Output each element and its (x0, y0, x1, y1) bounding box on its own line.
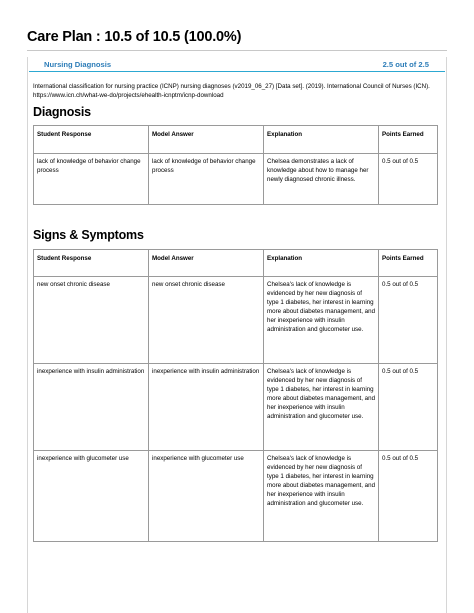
points-cell: 0.5 out of 0.5 (379, 451, 438, 542)
column-header-student-response: Student Response (34, 126, 149, 154)
student-response-cell: new onset chronic disease (34, 277, 149, 364)
table-row (34, 451, 438, 542)
column-header-points-earned: Points Earned (379, 250, 438, 277)
diagnosis-heading: Diagnosis (33, 105, 91, 119)
column-header-explanation: Explanation (264, 126, 379, 154)
column-header-model-answer: Model Answer (149, 250, 264, 277)
table-header-row (34, 250, 438, 277)
table-header-row (34, 126, 438, 154)
table-row (34, 154, 438, 205)
student-response-cell: inexperience with insulin administration (34, 364, 149, 451)
points-cell: 0.5 out of 0.5 (379, 154, 438, 205)
icnp-citation: International classification for nursing practice (ICNP) nursing diagnoses (v2019_06_27) [Data set]. (2019). International Council of Nurses (ICN). https://www.icn.ch/what-we-do/projects/ehealth-icnptm/icnp-download (33, 83, 430, 99)
table-row (34, 364, 438, 451)
column-header-explanation: Explanation (264, 250, 379, 277)
section-score: 2.5 out of 2.5 (382, 60, 429, 69)
section-header-bar[interactable] (29, 58, 445, 72)
model-answer-cell: inexperience with glucometer use (149, 451, 264, 542)
table-row (34, 277, 438, 364)
column-header-model-answer: Model Answer (149, 126, 264, 154)
title-divider (27, 50, 447, 51)
signs-symptoms-table (33, 249, 438, 542)
column-header-points-earned: Points Earned (379, 126, 438, 154)
model-answer-cell: inexperience with insulin administration (149, 364, 264, 451)
page-title: Care Plan : 10.5 of 10.5 (100.0%) (27, 29, 242, 45)
explanation-cell: Chelsea's lack of knowledge is evidenced by her new diagnosis of type 1 diabetes, her interest in learning more about diabetes management, and her inexperience with insulin administration and glucometer use. (264, 277, 379, 364)
section-name: Nursing Diagnosis (44, 60, 112, 69)
model-answer-cell: lack of knowledge of behavior change process (149, 154, 264, 205)
explanation-cell: Chelsea's lack of knowledge is evidenced by her new diagnosis of type 1 diabetes, her interest in learning more about diabetes management, and her inexperience with insulin administration and glucometer use. (264, 364, 379, 451)
student-response-cell: inexperience with glucometer use (34, 451, 149, 542)
diagnosis-table (33, 125, 438, 205)
student-response-cell: lack of knowledge of behavior change process (34, 154, 149, 205)
column-header-student-response: Student Response (34, 250, 149, 277)
points-cell: 0.5 out of 0.5 (379, 364, 438, 451)
signs-symptoms-heading: Signs & Symptoms (33, 228, 144, 242)
explanation-cell: Chelsea demonstrates a lack of knowledge about how to manage her newly diagnosed chronic illness. (264, 154, 379, 205)
points-cell: 0.5 out of 0.5 (379, 277, 438, 364)
model-answer-cell: new onset chronic disease (149, 277, 264, 364)
explanation-cell: Chelsea's lack of knowledge is evidenced by her new diagnosis of type 1 diabetes, her interest in learning more about diabetes management, and her inexperience with insulin administration and glucometer use. (264, 451, 379, 542)
